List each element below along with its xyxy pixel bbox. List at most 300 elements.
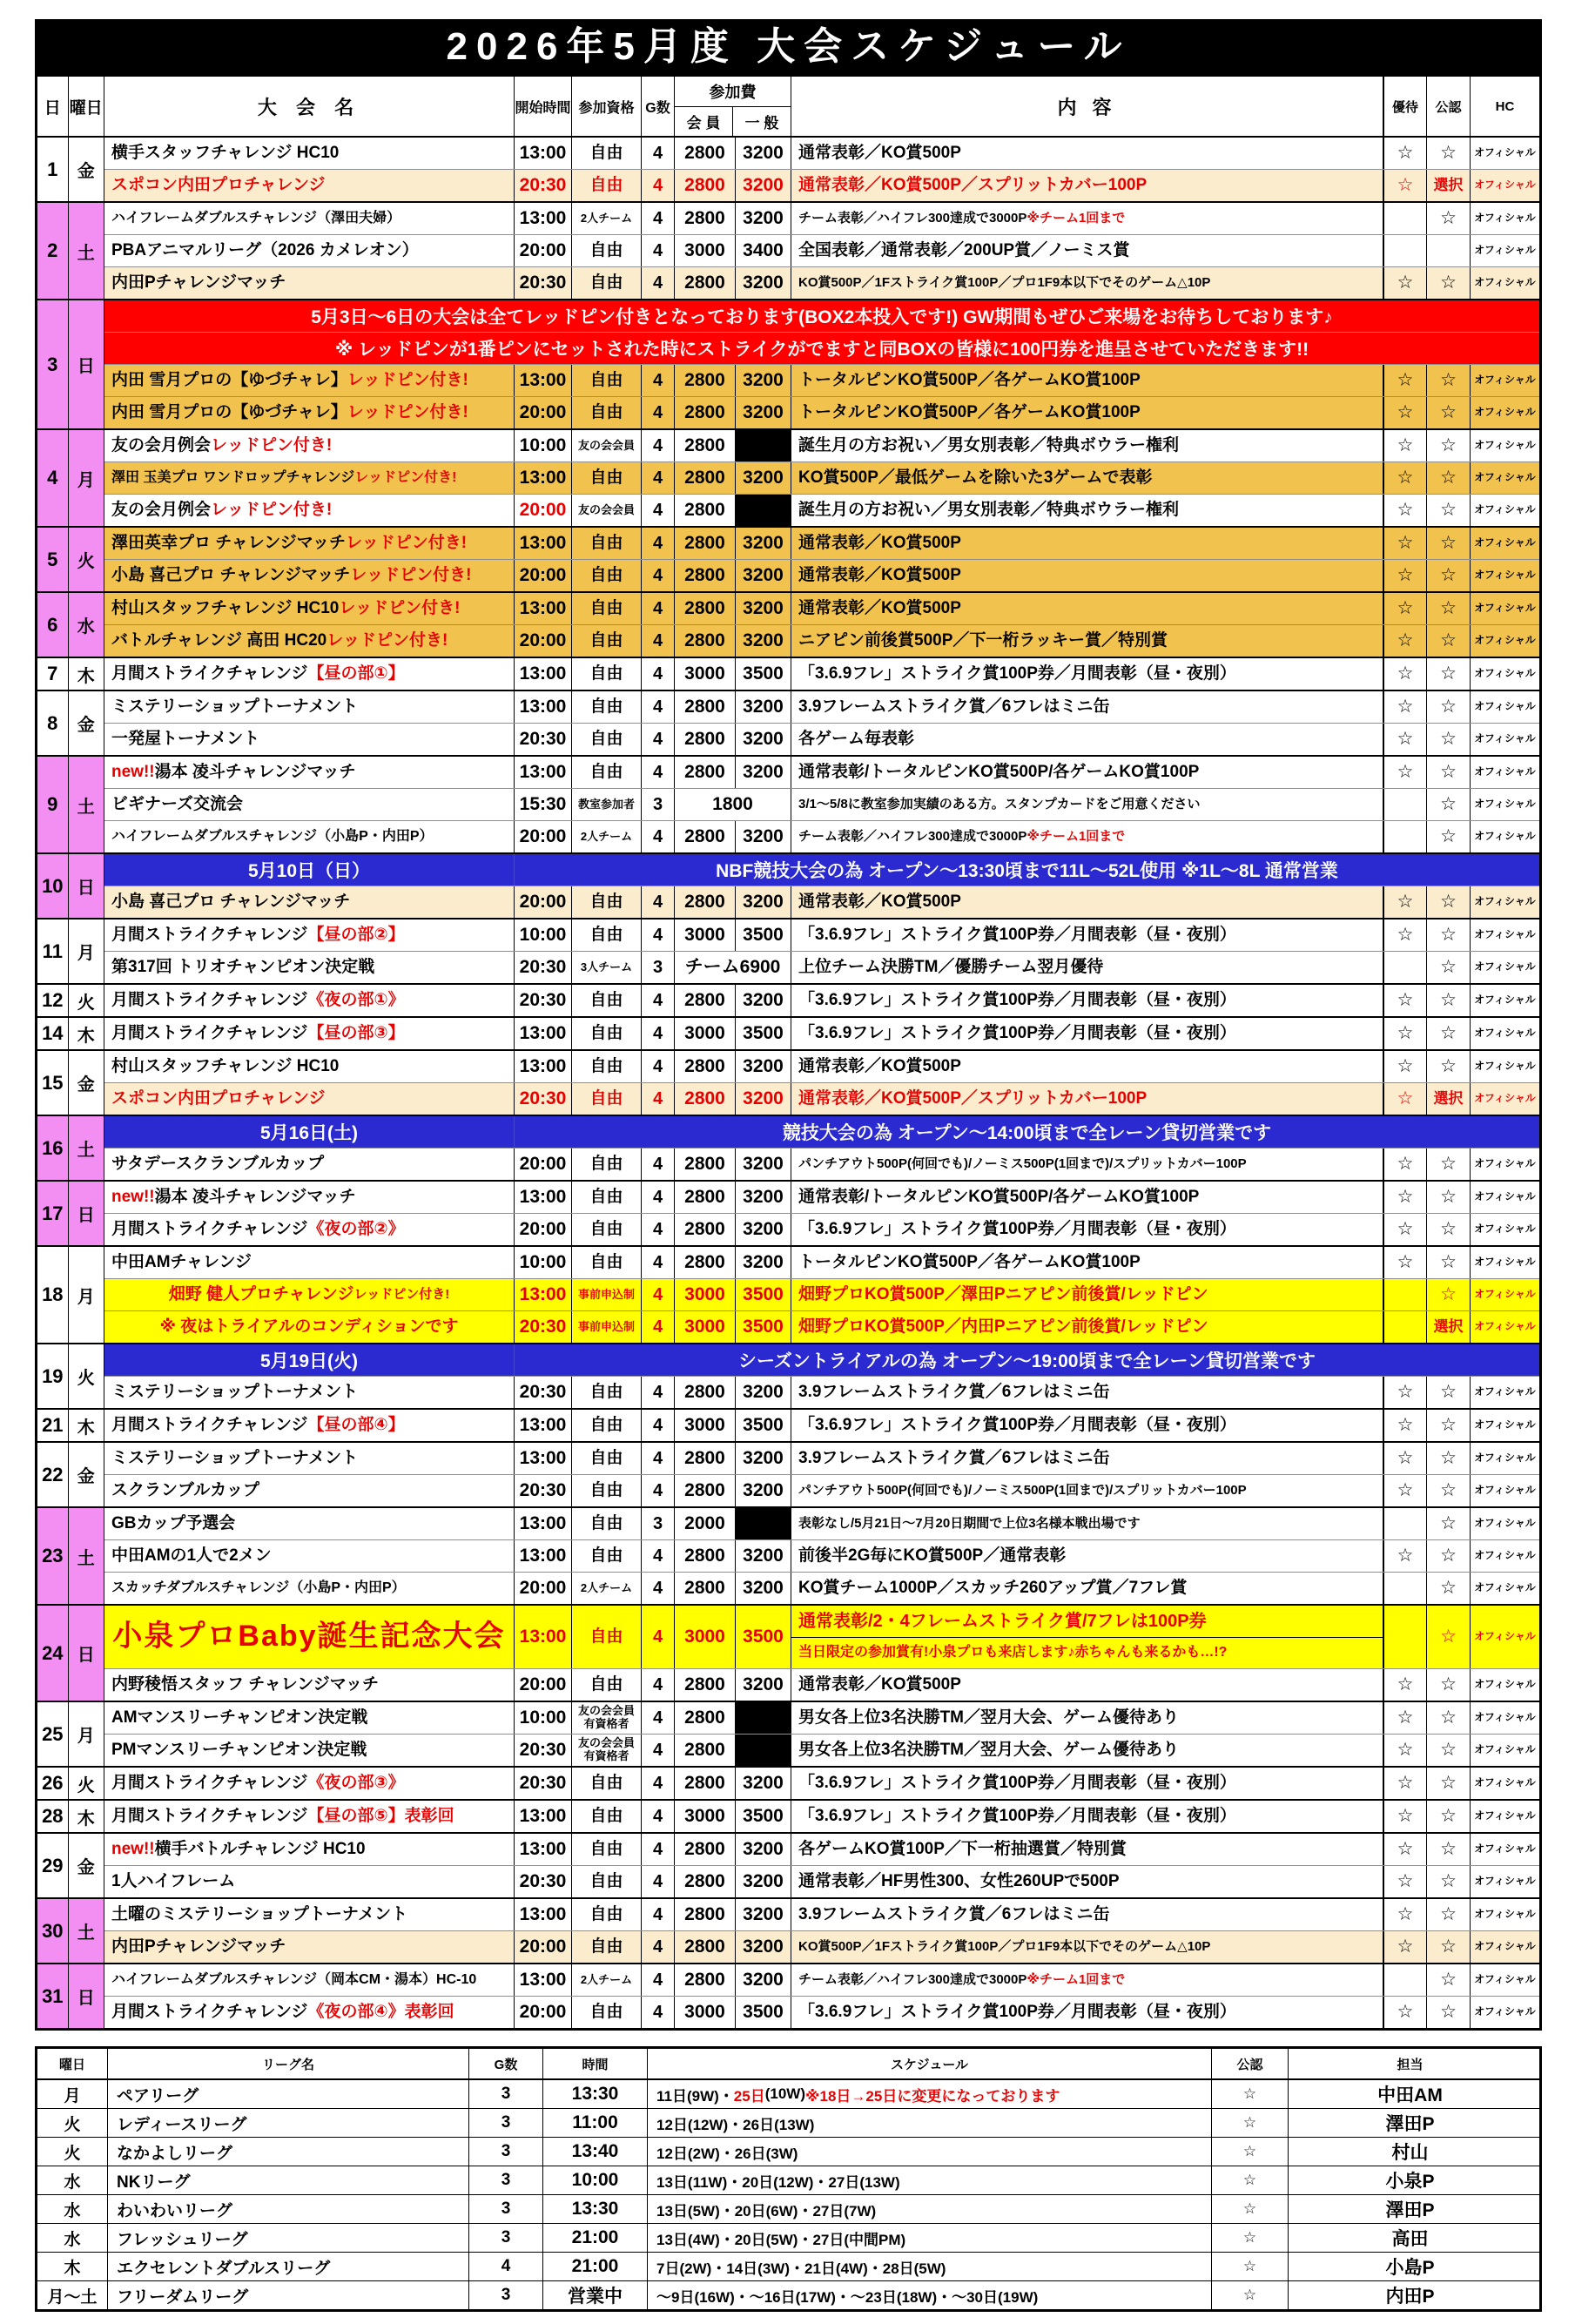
league-weekday: 火 — [64, 2115, 81, 2134]
content — [791, 235, 1383, 266]
text-segment: トータルピンKO賞500P／各ゲームKO賞100P — [798, 370, 1141, 389]
fee-member: 2800 — [674, 1149, 735, 1180]
fee-member: 2800 — [674, 170, 735, 201]
league-row — [37, 2137, 1539, 2166]
league-weekday: 月～土 — [47, 2287, 98, 2307]
text-segment: 澤田 玉美プロ ワンドロップチャレンジ — [111, 470, 355, 486]
closure-banner-text: シーズントライアルの為 オープン～19:00頃まで全レーン貸切営業です — [514, 1344, 1539, 1376]
header-hc: HC — [1470, 77, 1539, 136]
hc-official: オフィシャル — [1470, 430, 1539, 461]
fee-member: 2800 — [674, 1051, 735, 1082]
text-segment: 中田AMの1人で2メン — [111, 1546, 272, 1565]
content — [791, 560, 1383, 591]
konin-mark: ☆ — [1426, 1866, 1470, 1897]
fee-general: 3500 — [735, 1997, 791, 2028]
text-segment: 畑野プロKO賞500P／内田Pニアピン前後賞/レッドピン — [798, 1317, 1208, 1336]
text-segment: 第317回 トリオチャンピオン決定戦 — [111, 957, 375, 976]
hc-official: オフィシャル — [1470, 365, 1539, 396]
text-segment: パンチアウト500P(何回でも)/ノーミス500P(1回まで)/スプリットカバー100P — [798, 1482, 1247, 1498]
hc-official: オフィシャル — [1470, 886, 1539, 918]
fee-combined: チーム6900 — [674, 952, 791, 983]
games-count: 4 — [641, 1931, 674, 1963]
konin-mark: ☆ — [1426, 789, 1470, 820]
league-name: ペアリーグ — [107, 2080, 468, 2108]
yutai-star: ☆ — [1383, 1834, 1426, 1865]
event-name — [104, 757, 514, 788]
event-name — [104, 724, 514, 755]
text-segment: スポコン内田プロチャレンジ — [111, 1088, 326, 1108]
weekday: 日 — [68, 300, 104, 428]
games-count: 4 — [641, 170, 674, 201]
event-row — [104, 364, 1539, 396]
fee-member: 2800 — [674, 1899, 735, 1930]
text-segment: 小島 喜己プロ チャレンジマッチ — [111, 565, 351, 584]
closure-banner-date: 5月16日(土) — [104, 1116, 514, 1148]
banner-row — [104, 1344, 1539, 1376]
content-line-2 — [791, 1638, 1383, 1669]
fee-member: 2800 — [674, 528, 735, 559]
day-rows — [104, 1344, 1539, 1408]
yutai-star: ☆ — [1383, 724, 1426, 755]
start-time: 13:00 — [514, 1443, 571, 1474]
qualification: 友の会会員 — [571, 430, 641, 461]
day-number: 10 — [37, 854, 68, 918]
league-konin-star: ☆ — [1211, 2109, 1288, 2137]
fee-general: 3200 — [735, 203, 791, 234]
fee-general: 3500 — [735, 1018, 791, 1049]
league-games: 3 — [468, 2224, 542, 2252]
hc-official: オフィシャル — [1470, 462, 1539, 494]
fee-combined: 1800 — [674, 789, 791, 820]
fee-member: 2800 — [674, 724, 735, 755]
text-segment: 湯本 凌斗チャレンジマッチ — [154, 1187, 356, 1206]
day-rows — [104, 1508, 1539, 1604]
fee-general: 3500 — [735, 1279, 791, 1310]
hc-official: オフィシャル — [1470, 593, 1539, 624]
league-konin-star: ☆ — [1211, 2195, 1288, 2223]
fee-general: 3200 — [735, 757, 791, 788]
text-segment: 男女各上位3名決勝TM／翌月大会、ゲーム優待あり — [798, 1740, 1180, 1759]
content — [791, 430, 1383, 461]
league-weekday: 木 — [64, 2259, 81, 2278]
text-segment: 「3.6.9フレ」ストライク賞100P券／月間表彰（昼・夜別） — [798, 1773, 1236, 1792]
fee-member: 2800 — [674, 1214, 735, 1245]
start-time: 20:30 — [514, 1083, 571, 1115]
content — [791, 1311, 1383, 1343]
league-konin-star: ☆ — [1211, 2281, 1288, 2309]
league-name: レディースリーグ — [107, 2109, 468, 2137]
konin-mark: 選択 — [1426, 1311, 1470, 1343]
konin-mark: ☆ — [1426, 919, 1470, 951]
day-rows — [104, 300, 1539, 428]
header-day: 日 — [44, 98, 61, 118]
text-segment: レッドピン付き! — [211, 435, 333, 455]
header-tournament-name: 大 会 名 — [257, 96, 361, 118]
weekday: 火 — [68, 985, 104, 1016]
games-count: 4 — [641, 1279, 674, 1310]
fee-member: 2800 — [674, 625, 735, 657]
day-group — [37, 1245, 1539, 1343]
league-table-body — [37, 2080, 1539, 2309]
konin-mark: 選択 — [1426, 170, 1470, 201]
event-name — [104, 1475, 514, 1506]
konin-mark: ☆ — [1426, 1702, 1470, 1734]
text-segment: 月間ストライクチャレンジ — [111, 2002, 308, 2021]
text-segment: 通常表彰／KO賞500P — [798, 143, 961, 162]
day-number: 16 — [37, 1116, 68, 1180]
games-count: 4 — [641, 1899, 674, 1930]
event-row — [104, 1668, 1539, 1701]
text-segment: new!! — [111, 762, 155, 781]
fee-general: 3200 — [735, 365, 791, 396]
event-row — [104, 1930, 1539, 1963]
header-content: 内 容 — [791, 77, 1383, 136]
text-segment: 「3.6.9フレ」ストライク賞100P券／月間表彰（昼・夜別） — [798, 664, 1236, 683]
fee-member: 3000 — [674, 1410, 735, 1441]
qualification: 自由 — [571, 1508, 641, 1539]
text-segment: レッドピン付き! — [326, 630, 448, 650]
event-name — [104, 430, 514, 461]
content — [791, 1735, 1383, 1766]
league-name: エクセレントダブルスリーグ — [107, 2253, 468, 2280]
yutai-star: ☆ — [1383, 625, 1426, 657]
hc-official: オフィシャル — [1470, 170, 1539, 201]
yutai-star: ☆ — [1383, 138, 1426, 169]
text-segment: 通常表彰／KO賞500P — [798, 1674, 961, 1694]
konin-mark — [1426, 235, 1470, 266]
text-segment: 小島 喜己プロ チャレンジマッチ — [111, 892, 351, 911]
qualification: 2人チーム — [571, 203, 641, 234]
konin-mark: ☆ — [1426, 462, 1470, 494]
league-schedule — [647, 2224, 1211, 2252]
text-segment: 内田Pチャレンジマッチ — [111, 1937, 286, 1956]
day-number: 2 — [37, 203, 68, 299]
event-name — [104, 235, 514, 266]
content — [791, 757, 1383, 788]
yutai-star — [1383, 1311, 1426, 1343]
event-name — [104, 1279, 514, 1310]
content — [791, 1051, 1383, 1082]
text-segment: レッドピン付き! — [354, 470, 457, 486]
yutai-star — [1383, 789, 1426, 820]
start-time: 20:30 — [514, 724, 571, 755]
league-name: わいわいリーグ — [107, 2195, 468, 2223]
start-time: 13:00 — [514, 528, 571, 559]
qualification: 自由 — [571, 1182, 641, 1213]
qualification: 事前申込制 — [571, 1311, 641, 1343]
text-segment: 1人ハイフレーム — [111, 1871, 236, 1890]
fee-member: 3000 — [674, 658, 735, 690]
league-header-konin: 公認 — [1211, 2049, 1288, 2078]
hc-official: オフィシャル — [1470, 1606, 1539, 1668]
day-number: 17 — [37, 1182, 68, 1245]
text-segment: ※チーム1回まで — [1026, 1971, 1126, 1987]
start-time: 20:00 — [514, 560, 571, 591]
qualification: 自由 — [571, 1801, 641, 1832]
content — [791, 1997, 1383, 2028]
games-count: 3 — [641, 952, 674, 983]
start-time: 20:30 — [514, 1768, 571, 1799]
games-count: 4 — [641, 397, 674, 428]
hc-official: オフィシャル — [1470, 691, 1539, 723]
hc-official: オフィシャル — [1470, 1573, 1539, 1604]
content — [791, 1702, 1383, 1734]
text-segment: KO賞チーム1000P／スカッチ260アップ賞／7フレ賞 — [798, 1578, 1188, 1597]
fee-member: 2800 — [674, 462, 735, 494]
day-number: 31 — [37, 1964, 68, 2028]
hc-official: オフィシャル — [1470, 495, 1539, 526]
fee-member: 3000 — [674, 235, 735, 266]
yutai-star: ☆ — [1383, 267, 1426, 299]
text-segment: 「3.6.9フレ」ストライク賞100P券／月間表彰（昼・夜別） — [798, 1023, 1236, 1042]
konin-mark: ☆ — [1426, 1214, 1470, 1245]
league-tanto: 澤田P — [1288, 2109, 1531, 2137]
fee-general: 3200 — [735, 170, 791, 201]
fee-general: 3500 — [735, 658, 791, 690]
text-segment: 小泉プロBaby誕生記念大会 — [112, 1620, 506, 1654]
games-count: 4 — [641, 1311, 674, 1343]
konin-mark: ☆ — [1426, 1279, 1470, 1310]
yutai-star: ☆ — [1383, 1801, 1426, 1832]
fee-general: 3200 — [735, 1834, 791, 1865]
hc-official: オフィシャル — [1470, 1735, 1539, 1766]
fee-general: 3200 — [735, 462, 791, 494]
text-segment: 13日(11W)・20日(12W)・27日(13W) — [656, 2173, 900, 2191]
hc-official: オフィシャル — [1470, 1899, 1539, 1930]
fee-member: 2800 — [674, 1443, 735, 1474]
event-row — [104, 1051, 1539, 1082]
weekday: 月 — [68, 1247, 104, 1343]
text-segment: チーム表彰／ハイフレ300達成で3000P — [798, 828, 1027, 844]
text-segment: レッドピン付き! — [211, 500, 333, 519]
league-schedule — [647, 2195, 1211, 2223]
hc-official: オフィシャル — [1470, 1279, 1539, 1310]
fee-general-blackout — [735, 1508, 791, 1539]
start-time: 20:30 — [514, 1866, 571, 1897]
konin-mark: ☆ — [1426, 1931, 1470, 1963]
content — [791, 1247, 1383, 1278]
qualification: 自由 — [571, 1149, 641, 1180]
fee-member: 2800 — [674, 1702, 735, 1734]
league-games: 3 — [468, 2138, 542, 2166]
qual-line: 有資格者 — [583, 1749, 629, 1762]
text-segment: new!! — [111, 1839, 155, 1858]
fee-general: 3500 — [735, 1410, 791, 1441]
day-group — [37, 1441, 1539, 1506]
day-group — [37, 201, 1539, 299]
event-row — [104, 1702, 1539, 1734]
header-konin: 公認 — [1426, 77, 1470, 136]
yutai-star: ☆ — [1383, 1377, 1426, 1408]
fee-general: 3200 — [735, 886, 791, 918]
event-name — [104, 658, 514, 690]
fee-member: 2800 — [674, 1735, 735, 1766]
konin-mark: ☆ — [1426, 365, 1470, 396]
event-row — [104, 1082, 1539, 1115]
konin-mark: ☆ — [1426, 1018, 1470, 1049]
text-segment: 土曜のミステリーショップトーナメント — [111, 1904, 408, 1923]
fee-general: 3500 — [735, 1606, 791, 1668]
event-row — [104, 396, 1539, 428]
fee-general: 3200 — [735, 1931, 791, 1963]
content — [791, 1377, 1383, 1408]
header-games: G数 — [641, 77, 674, 136]
text-segment: 月間ストライクチャレンジ — [111, 1023, 308, 1042]
hc-official: オフィシャル — [1470, 1149, 1539, 1180]
day-group — [37, 1049, 1539, 1115]
start-time: 13:00 — [514, 691, 571, 723]
yutai-star: ☆ — [1383, 985, 1426, 1016]
text-segment: 通常表彰／KO賞500P — [798, 533, 961, 552]
fee-general-blackout — [735, 495, 791, 526]
event-name — [104, 1931, 514, 1963]
event-name — [104, 365, 514, 396]
start-time: 20:00 — [514, 1149, 571, 1180]
league-header-schedule: スケジュール — [647, 2049, 1211, 2078]
qualification: 自由 — [571, 886, 641, 918]
day-rows — [104, 1182, 1539, 1245]
fee-member: 2800 — [674, 886, 735, 918]
hc-official: オフィシャル — [1470, 1768, 1539, 1799]
event-name — [104, 1997, 514, 2028]
konin-mark: ☆ — [1426, 691, 1470, 723]
konin-mark: ☆ — [1426, 1410, 1470, 1441]
content — [791, 462, 1383, 494]
fee-general: 3200 — [735, 1768, 791, 1799]
text-segment: 通常表彰／HF男性300、女性260UPで500P — [798, 1871, 1120, 1890]
yutai-star — [1383, 1279, 1426, 1310]
start-time: 20:30 — [514, 1735, 571, 1766]
content — [791, 1899, 1383, 1930]
content — [791, 1508, 1383, 1539]
content — [791, 658, 1383, 690]
event-row — [104, 1834, 1539, 1865]
banner-row — [104, 1116, 1539, 1148]
text-segment: ～9日(16W)・～16日(17W)・～23日(18W)・～30日(19W) — [656, 2288, 1039, 2306]
fee-member: 2800 — [674, 691, 735, 723]
text-segment: 通常表彰/トータルピンKO賞500P/各ゲームKO賞100P — [798, 1187, 1200, 1206]
event-name — [104, 1669, 514, 1701]
header-start-time: 開始時間 — [514, 77, 571, 136]
league-tanto: 小泉P — [1288, 2166, 1531, 2194]
text-segment: 村山スタッフチャレンジ HC10 — [111, 1056, 340, 1075]
hc-official: オフィシャル — [1470, 821, 1539, 852]
event-row — [104, 1018, 1539, 1049]
event-name — [104, 1702, 514, 1734]
day-number: 5 — [37, 528, 68, 591]
event-row — [104, 1213, 1539, 1245]
text-segment: チーム表彰／ハイフレ300達成で3000P — [798, 210, 1027, 226]
fee-member: 2800 — [674, 1475, 735, 1506]
day-number: 4 — [37, 430, 68, 526]
text-segment: スポコン内田プロチャレンジ — [111, 175, 326, 194]
start-time: 13:00 — [514, 1834, 571, 1865]
games-count: 4 — [641, 1964, 674, 1996]
text-segment: 男女各上位3名決勝TM／翌月大会、ゲーム優待あり — [798, 1708, 1180, 1727]
day-group — [37, 428, 1539, 526]
qualification: 自由 — [571, 724, 641, 755]
content — [791, 952, 1383, 983]
hc-official: オフィシャル — [1470, 1377, 1539, 1408]
fee-general-blackout — [735, 1735, 791, 1766]
start-time: 20:30 — [514, 985, 571, 1016]
league-games: 3 — [468, 2195, 542, 2223]
start-time: 13:00 — [514, 1964, 571, 1996]
yutai-star — [1383, 821, 1426, 852]
event-name — [104, 1899, 514, 1930]
event-name — [104, 985, 514, 1016]
yutai-star: ☆ — [1383, 1247, 1426, 1278]
games-count: 4 — [641, 1149, 674, 1180]
event-name — [104, 919, 514, 951]
hc-official: オフィシャル — [1470, 560, 1539, 591]
day-group — [37, 1343, 1539, 1408]
text-segment: 《夜の部②》 — [307, 1219, 405, 1238]
yutai-star — [1383, 203, 1426, 234]
yutai-star: ☆ — [1383, 1083, 1426, 1115]
hc-official: オフィシャル — [1470, 724, 1539, 755]
fee-general: 3200 — [735, 1051, 791, 1082]
content — [791, 724, 1383, 755]
event-name — [104, 560, 514, 591]
text-segment: ミステリーショップトーナメント — [111, 697, 359, 716]
start-time: 20:30 — [514, 170, 571, 201]
fee-general: 3200 — [735, 138, 791, 169]
fee-general: 3200 — [735, 267, 791, 299]
weekday: 土 — [68, 757, 104, 852]
weekday: 火 — [68, 1344, 104, 1408]
league-konin-star: ☆ — [1211, 2080, 1288, 2108]
text-segment: 3.9フレームストライク賞／6フレはミニ缶 — [798, 1904, 1110, 1923]
text-segment: ビギナーズ交流会 — [111, 794, 244, 813]
konin-mark: ☆ — [1426, 886, 1470, 918]
start-time: 13:00 — [514, 1051, 571, 1082]
yutai-star — [1383, 235, 1426, 266]
day-number: 9 — [37, 757, 68, 852]
league-tanto: 小島P — [1288, 2253, 1531, 2280]
konin-mark: ☆ — [1426, 430, 1470, 461]
event-row — [104, 1148, 1539, 1180]
games-count: 4 — [641, 1540, 674, 1572]
banner-row — [104, 854, 1539, 886]
day-rows — [104, 985, 1539, 1016]
hc-official: オフィシャル — [1470, 1834, 1539, 1865]
day-number: 8 — [47, 711, 58, 734]
content — [791, 1768, 1383, 1799]
text-segment: 前後半2G毎にKO賞500P／通常表彰 — [798, 1546, 1067, 1565]
event-name — [104, 691, 514, 723]
hc-official: オフィシャル — [1470, 138, 1539, 169]
fee-member: 2800 — [674, 1083, 735, 1115]
hc-official: オフィシャル — [1470, 267, 1539, 299]
text-segment: 中田AMチャレンジ — [111, 1252, 252, 1271]
qualification: 自由 — [571, 1931, 641, 1963]
hc-official: オフィシャル — [1470, 1410, 1539, 1441]
text-segment: 月間ストライクチャレンジ — [111, 925, 308, 944]
weekday: 月 — [68, 430, 104, 526]
day-rows — [104, 658, 1539, 690]
qualification: 友の会会員 — [571, 495, 641, 526]
text-segment: 畑野プロKO賞500P／澤田Pニアピン前後賞/レッドピン — [798, 1284, 1208, 1303]
games-count: 4 — [641, 724, 674, 755]
page-title: 2026年5月度 大会スケジュール — [35, 19, 1542, 75]
red-pin-notice-banner: 5月3日～6日の大会は全てレッドピン付きとなっております(BOX2本投入です!) GW期間もぜひご来場をお待ちしております♪ — [104, 300, 1539, 332]
league-row — [37, 2080, 1539, 2108]
hc-official: オフィシャル — [1470, 1214, 1539, 1245]
qualification: 事前申込制 — [571, 1279, 641, 1310]
weekday: 火 — [68, 528, 104, 591]
event-row — [104, 593, 1539, 624]
